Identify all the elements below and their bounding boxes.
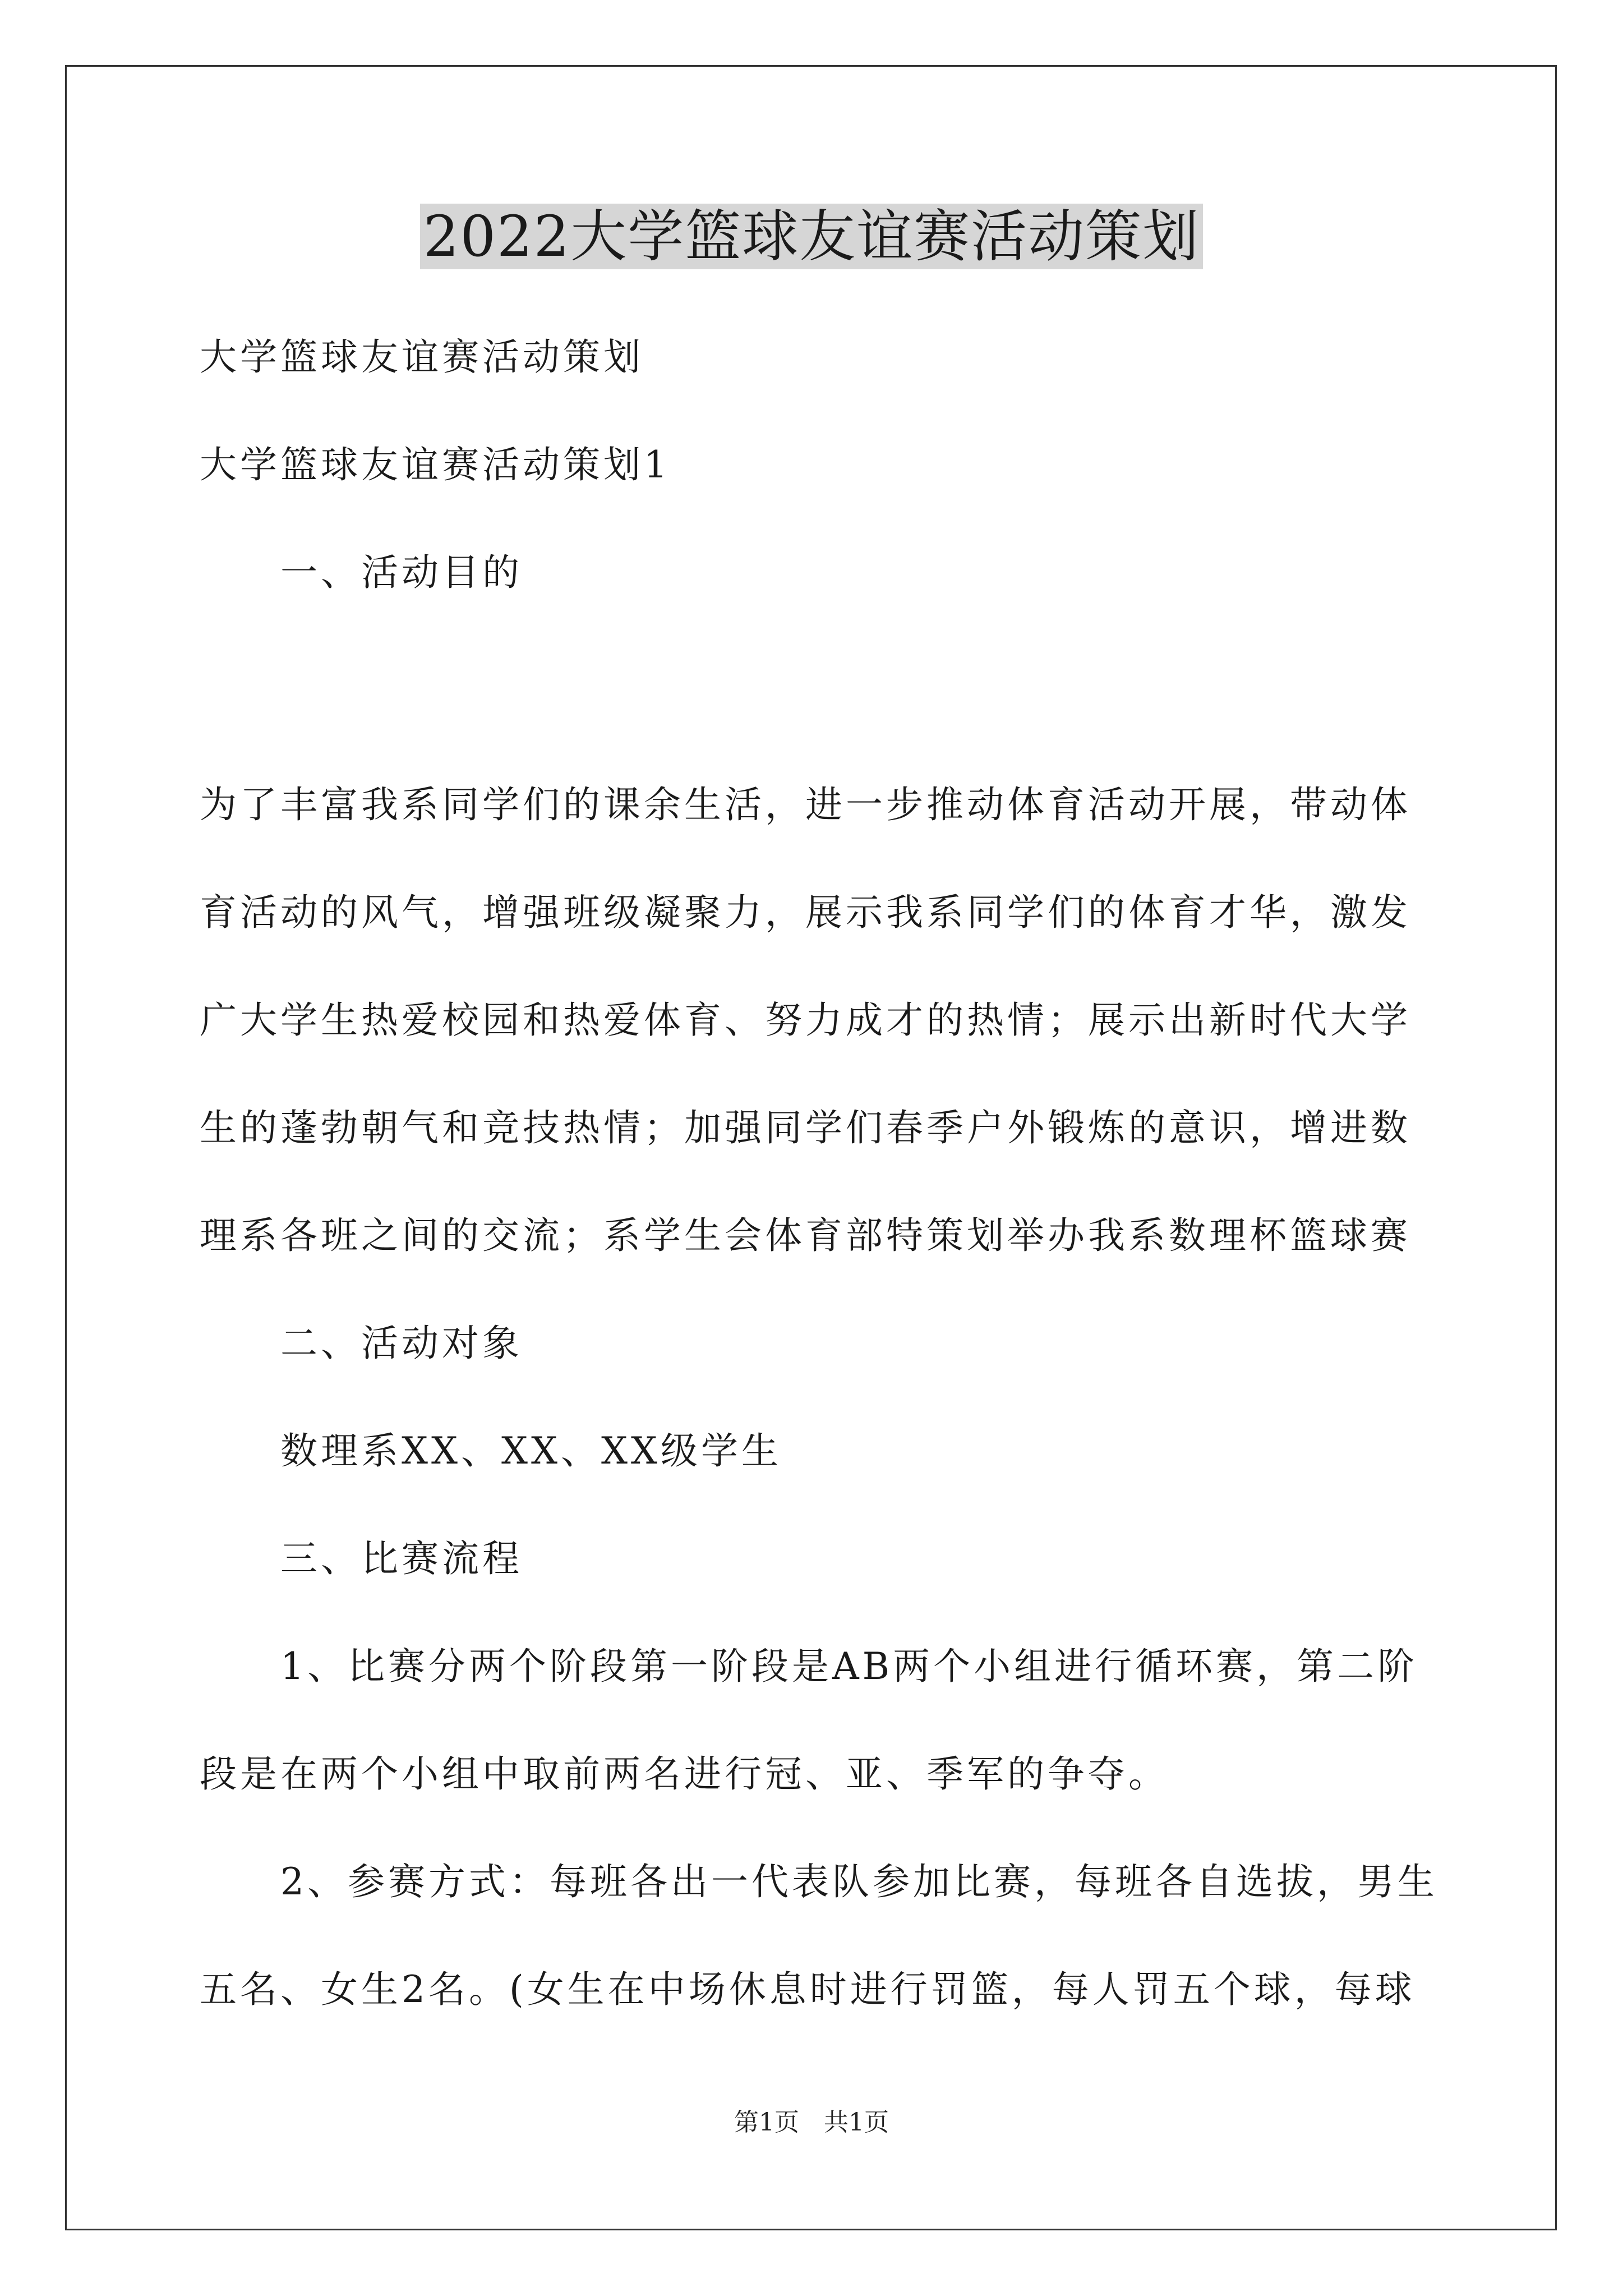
subtitle-line: 大学篮球友谊赛活动策划 [200, 335, 644, 379]
paragraph-line: 生的蓬勃朝气和竞技热情；加强同学们春季户外锻炼的意识，增进数 [200, 1106, 1411, 1149]
paragraph-line: 1、比赛分两个阶段第一阶段是AB两个小组进行循环赛，第二阶 [280, 1645, 1418, 1688]
heading-process: 三、比赛流程 [280, 1537, 523, 1580]
paragraph-line: 育活动的风气，增强班级凝聚力，展示我系同学们的体育才华，激发 [200, 891, 1411, 934]
paragraph-line: 2、参赛方式：每班各出一代表队参加比赛，每班各自选拔，男生 [280, 1860, 1438, 1903]
paragraph-line: 为了丰富我系同学们的课余生活，进一步推动体育活动开展，带动体 [200, 783, 1411, 826]
heading-audience: 二、活动对象 [280, 1322, 523, 1365]
paragraph-line: 数理系XX、XX、XX级学生 [280, 1429, 782, 1473]
heading-purpose: 一、活动目的 [280, 551, 523, 594]
document-title-text: 2022大学篮球友谊赛活动策划 [420, 204, 1204, 269]
paragraph-line: 段是在两个小组中取前两名进行冠、亚、季军的争夺。 [200, 1752, 1169, 1796]
paragraph-line: 理系各班之间的交流；系学生会体育部特策划举办我系数理杯篮球赛 [200, 1214, 1411, 1257]
page-number: 第1页 共1页 [734, 2108, 889, 2137]
paragraph-line: 五名、女生2名。(女生在中场休息时进行罚篮，每人罚五个球，每球 [200, 1968, 1415, 2011]
document-title [0, 197, 1623, 276]
paragraph-line: 广大学生热爱校园和热爱体育、努力成才的热情；展示出新时代大学 [200, 999, 1411, 1042]
section-heading-line: 大学篮球友谊赛活动策划1 [200, 443, 671, 486]
